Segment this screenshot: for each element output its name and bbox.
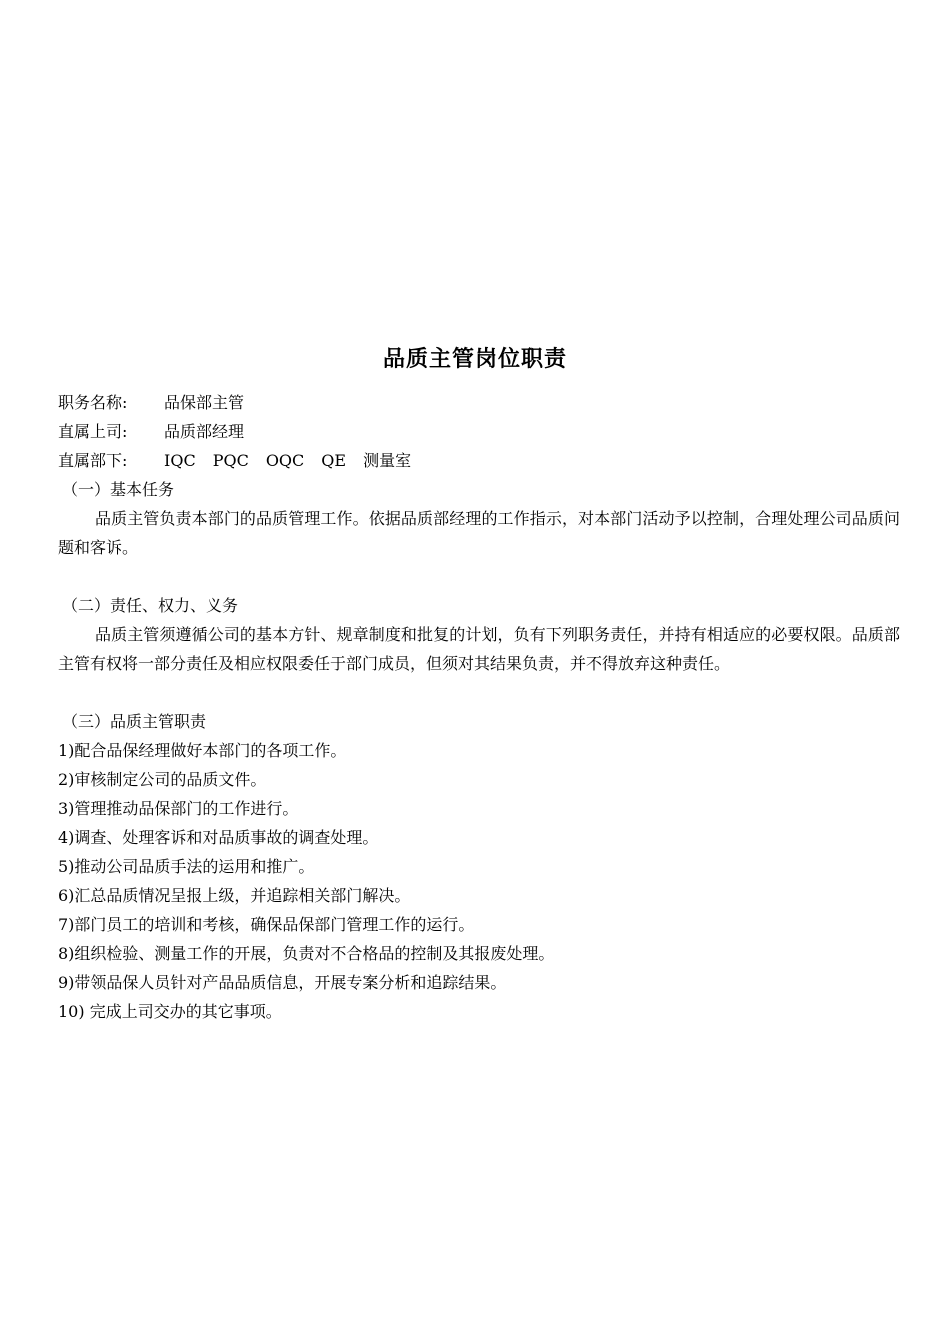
section-heading-duties: （三）品质主管职责	[62, 712, 207, 731]
subordinates-row	[58, 446, 900, 475]
subordinate-item: IQC	[164, 451, 196, 470]
job-title-row	[58, 388, 900, 417]
section-paragraph-basic-task: 品质主管负责本部门的品质管理工作。依据品质部经理的工作指示，对本部门活动予以控制，合理处理公司品质问题和客诉。	[58, 509, 900, 557]
duty-item: 5)推动公司品质手法的运用和推广。	[58, 857, 315, 876]
duty-item: 10) 完成上司交办的其它事项。	[58, 1002, 282, 1021]
duty-item: 7)部门员工的培训和考核，确保品保部门管理工作的运行。	[58, 915, 475, 934]
duty-item: 4)调查、处理客诉和对品质事故的调查处理。	[58, 828, 379, 847]
spacer	[58, 562, 900, 591]
document-title: 品质主管岗位职责	[382, 347, 567, 372]
superior-label: 直属上司:	[58, 422, 128, 441]
subordinate-item: 测量室	[363, 451, 412, 470]
job-title-value: 品保部主管	[164, 393, 245, 412]
duty-item: 6)汇总品质情况呈报上级，并追踪相关部门解决。	[58, 886, 411, 905]
job-title-label: 职务名称:	[58, 393, 128, 412]
duty-item: 9)带领品保人员针对产品品质信息，开展专案分析和追踪结果。	[58, 973, 507, 992]
spacer	[58, 678, 900, 707]
document-body	[58, 388, 900, 1026]
section-paragraph-responsibility: 品质主管须遵循公司的基本方针、规章制度和批复的计划，负有下列职务责任，并持有相适应的必要权限。品质部主管有权将一部分责任及相应权限委任于部门成员，但须对其结果负责，并不得放弃这种责任。	[58, 625, 900, 673]
subordinate-item: OQC	[265, 451, 305, 470]
subordinate-item: QE	[321, 451, 347, 470]
superior-row	[58, 417, 900, 446]
superior-value: 品质部经理	[164, 422, 245, 441]
duty-item: 2)审核制定公司的品质文件。	[58, 770, 267, 789]
subordinates-label: 直属部下:	[58, 451, 128, 470]
duty-item: 1)配合品保经理做好本部门的各项工作。	[58, 741, 347, 760]
section-heading-responsibility: （二）责任、权力、义务	[62, 596, 239, 615]
duty-item: 8)组织检验、测量工作的开展，负责对不合格品的控制及其报废处理。	[58, 944, 555, 963]
subordinate-item: PQC	[212, 451, 249, 470]
section-heading-basic-task: （一）基本任务	[62, 480, 175, 499]
duty-item: 3)管理推动品保部门的工作进行。	[58, 799, 299, 818]
